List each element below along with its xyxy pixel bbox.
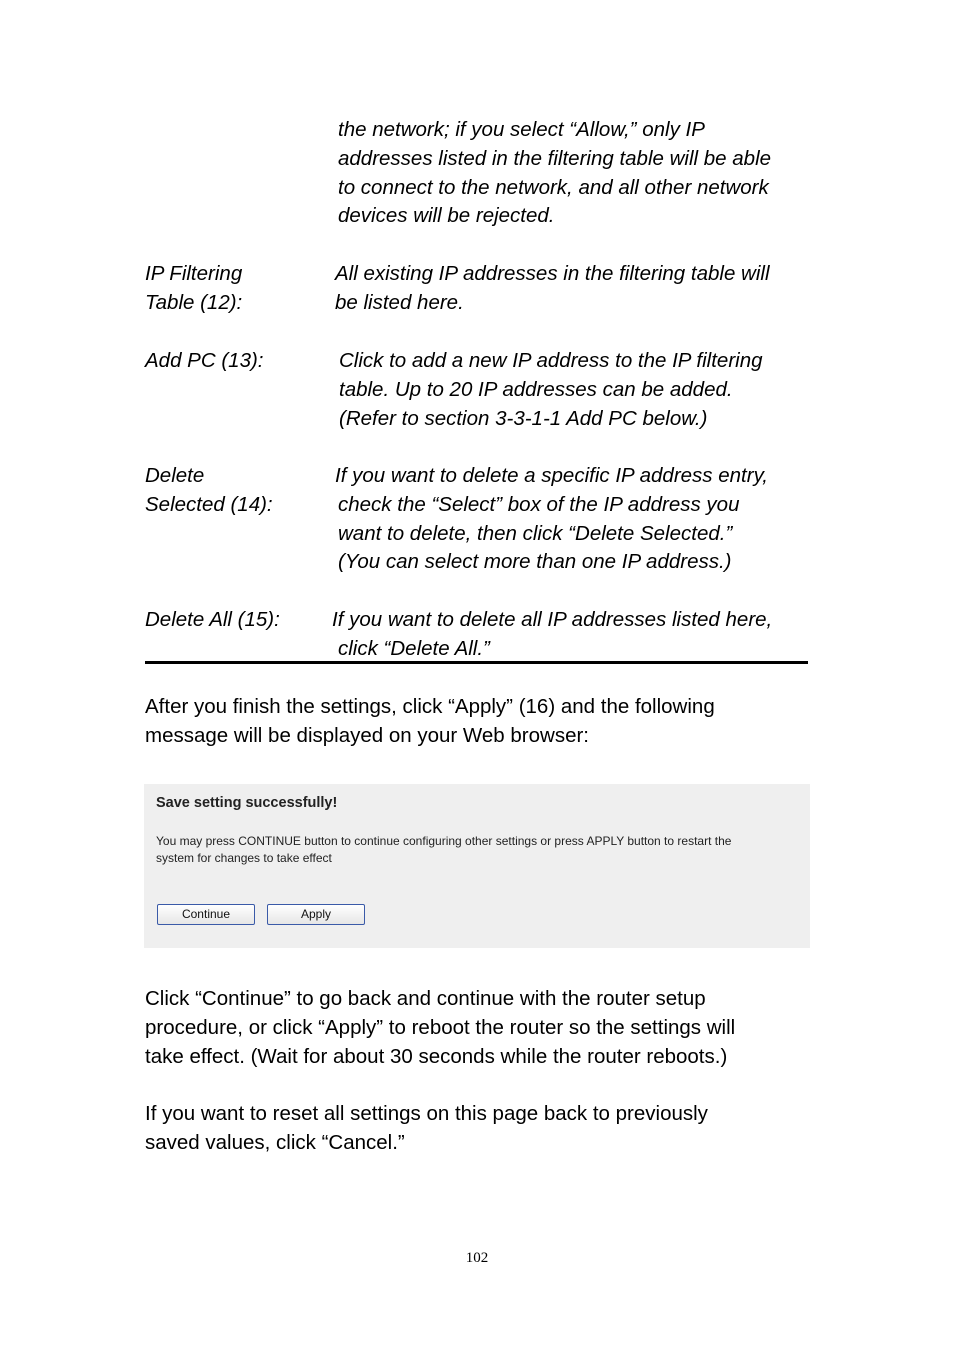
continue-button[interactable]: Continue [157,904,255,925]
term-line: IP Filtering [145,262,243,285]
desc-line: All existing IP addresses in the filtering table will [335,262,770,285]
page-number: 102 [465,1250,489,1266]
desc-line: click “Delete All.” [338,636,490,660]
desc-line: check the “Select” box of the IP address you [338,492,740,516]
definition-desc-add-pc [339,347,763,433]
text-line: If you want to reset all settings on this page back to previously [145,1102,708,1125]
message-line: system for changes to take effect [156,850,332,865]
section-divider [145,661,808,664]
definition-term-ip-filtering-table [145,260,242,318]
definition-term-delete-all [145,606,280,635]
text-line: addresses listed in the filtering table will be able [338,146,772,170]
desc-line: (You can select more than one IP address.) [338,550,732,574]
text-line: to connect to the network, and all other network [338,175,769,199]
text-line: After you finish the settings, click “Apply” (16) and the following [145,695,715,718]
text-line: message will be displayed on your Web browser: [145,723,590,747]
term-line: Selected (14): [145,492,273,516]
definition-desc-ip-filtering-table [335,260,770,318]
save-success-dialog [144,784,810,948]
definition-desc-delete-all [332,606,772,664]
definition-term-add-pc [145,347,264,376]
desc-line: Click to add a new IP address to the IP filtering [339,349,763,372]
dialog-message [156,833,731,866]
term-line: Add PC (13): [145,349,264,372]
term-line: Delete [145,464,205,487]
dialog-title: Save setting successfully! [156,795,338,811]
continue-paragraph [145,985,735,1071]
reset-paragraph [145,1100,708,1158]
after-settings-paragraph [145,693,715,751]
term-line: Delete All (15): [145,608,280,631]
desc-line: want to delete, then click “Delete Selected.” [338,521,733,545]
text-line: saved values, click “Cancel.” [145,1130,405,1154]
desc-line: (Refer to section 3-3-1-1 Add PC below.) [339,406,708,430]
term-line: Table (12): [145,290,243,314]
text-line: procedure, or click “Apply” to reboot the router so the settings will [145,1015,736,1039]
desc-line: be listed here. [335,290,464,314]
text-line: Click “Continue” to go back and continue with the router setup [145,987,706,1010]
text-line: the network; if you select “Allow,” only IP [338,118,705,141]
definition-desc-delete-selected [335,462,768,577]
definition-term-delete-selected [145,462,273,520]
apply-button[interactable]: Apply [267,904,365,925]
message-line: You may press CONTINUE button to continue configuring other settings or press APPLY button to restart the [156,834,732,848]
desc-line: table. Up to 20 IP addresses can be added. [339,377,733,401]
text-line: devices will be rejected. [338,204,555,228]
desc-line: If you want to delete a specific IP address entry, [335,464,769,487]
continuation-paragraph [338,116,771,231]
desc-line: If you want to delete all IP addresses listed here, [332,608,773,631]
text-line: take effect. (Wait for about 30 seconds while the router reboots.) [145,1044,728,1068]
